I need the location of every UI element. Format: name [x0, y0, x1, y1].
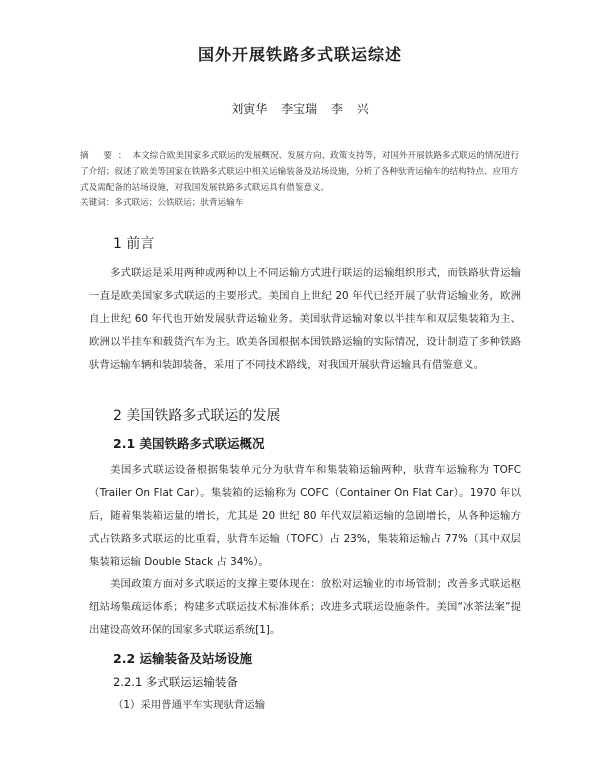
section-2-2-heading: 2.2 运输装备及站场设施	[113, 651, 252, 666]
section-2-1-heading: 2.1 美国铁路多式联运概况	[113, 436, 265, 451]
paper-title: 国外开展铁路多式联运综述	[197, 45, 402, 64]
keywords-text: 多式联运；公铁联运；驮背运输车	[114, 198, 244, 208]
list-item-1: （1）采用普通平车实现驮背运输	[113, 699, 266, 711]
section-1-heading: 1 前言	[113, 236, 155, 252]
abstract-label: 摘 要：	[80, 151, 133, 161]
abstract-text: 本文综合欧美国家多式联运的发展概况、发展方向、政策支持等，对国外开展铁路多式联运的情况进行了介绍；叙述了欧美等国家在铁路多式联运中相关运输装备及站场设施，分析了各种驮背运输车的结构特点、应用方式及需配备的站场设施，对我国发展铁路多式联运具有借鉴意义。	[80, 151, 520, 193]
keywords-label: 关键词：	[80, 198, 115, 208]
section-2-heading: 2 美国铁路多式联运的发展	[113, 408, 281, 424]
section-2-2-1-heading: 2.2.1 多式联运运输装备	[113, 675, 238, 689]
section-2-1-paragraph-2: 美国政策方面对多式联运的支撑主要体现在：放松对运输业的市场管制；改善多式联运枢纽站场集疏运体系；构建多式联运技术标准体系；改进多式联运设施条件。美国“冰茶法案”提出建设高效环保的国家多式联运系统[1]。	[89, 578, 521, 636]
keywords	[80, 196, 520, 208]
section-2-1-paragraph-1: 美国多式联运设备根据集装单元分为驮背车和集装箱运输两种，驮背车运输称为 TOFC（Trailer On Flat Car）。集装箱的运输称为 COFC（Container On Flat Car）。1970 年以后，随着集装箱运量的增长，尤其是 20 世纪 80 年代双层箱运输的急剧增长，从各种运输方式占铁路多式联运的比重看，驮背车运输（TOFC）占 23%，集装箱运输占 77%（其中双层集装箱运输 Double Stack 占 34%）。	[89, 464, 521, 568]
author-list: 刘寅华 李宝瑞 李 兴	[231, 102, 369, 116]
section-1-paragraph: 多式联运是采用两种或两种以上不同运输方式进行联运的运输组织形式，而铁路驮背运输一直是欧美国家多式联运的主要形式。美国自上世纪 20 年代已经开展了驮背运输业务，欧洲自上世纪 60 年代也开始发展驮背运输业务。美国驮背运输对象以半挂车和双层集装箱为主、欧洲以半挂车和载货汽车为主。欧美各国根据本国铁路运输的实际情况，设计制造了多种铁路驮背运输车辆和装卸装备，采用了不同技术路线，对我国开展驮背运输具有借鉴意义。	[89, 267, 521, 371]
abstract	[80, 148, 520, 196]
